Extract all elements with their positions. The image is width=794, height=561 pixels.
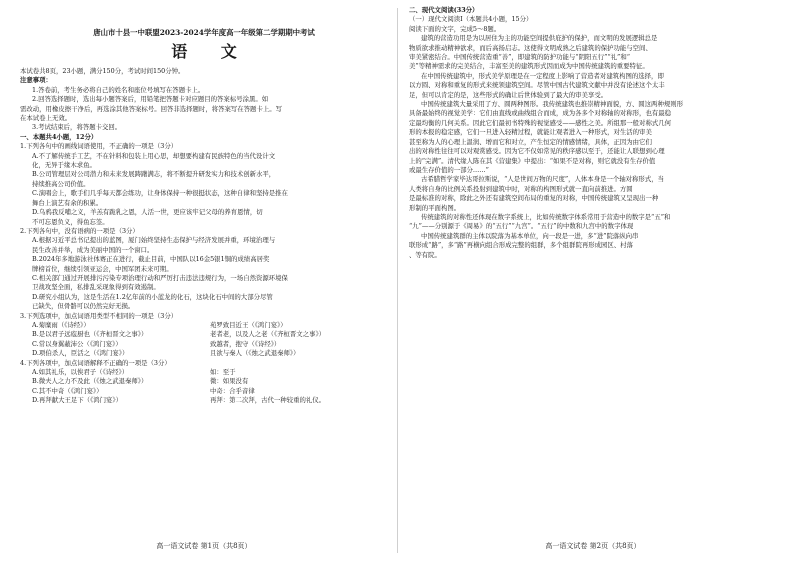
question-2: 2.下列各句中，没有语病的一项是（3分） [20, 226, 139, 235]
question-3: 3.下列选项中，加点词语用类型不相同的一项是（3分） [20, 311, 178, 320]
question-1-option: 不可忘恩负义，得鱼忘筌。 [32, 217, 109, 226]
option-text: C.常以身翼蔽沛公（《鸿门宴》） [32, 339, 122, 348]
passage-line: 美”等精神需求的完美结合，丰富至美的建筑形式因而成为中国传统建筑的重要特征。 [409, 62, 649, 71]
question-3-option [20, 330, 388, 339]
option-gloss: 微：如果没有 [210, 377, 249, 386]
notice-line: 在本试卷上无效。 [20, 114, 72, 123]
option-text: A.如其礼乐，以俟君子（《诗经》） [32, 368, 129, 376]
question-4-option [20, 368, 388, 377]
page-footer: 高一语文试卷 第1页（共8页） [156, 542, 252, 550]
question-4: 4.下列各项中，加点词语解释不正确的一项是（3分） [20, 358, 171, 367]
question-2-option: A.根据习近平总书记提出的蓝图，厦门始终坚持生态保护与经济发展并重，环境治理与 [32, 236, 276, 245]
section-2-heading: 二、现代文阅读(33分） [409, 6, 479, 14]
question-2-option: D.研究小组认为，这是生活在1.2亿年前的小蓝龙的化石，这块化石中间的大部分尽管 [32, 292, 273, 301]
page-divider [397, 8, 398, 553]
exam-intro: 本试卷共8页，23小题，满分150分，考试时间150分钟。 [20, 67, 185, 75]
option-text: 致越者，抱守（《诗经》） [210, 339, 281, 348]
page-footer: 高一语文试卷 第2页（共8页） [545, 542, 641, 550]
question-4-option [20, 377, 388, 386]
question-1: 1.下列各句中的画线词语使用，不正确的一项是（3分） [20, 142, 178, 151]
passage-line: 足，但可以肯定的是，这些形式的确让后世体验到了最大的审美享受。 [409, 90, 608, 99]
question-4-option [20, 396, 388, 405]
subsection-heading: （一）现代文阅读Ⅰ（本题共4小题，15分） [409, 15, 533, 24]
passage-line: 是最标准的对称，除此之外还有建筑空间布局的重复的对称，中国传统建筑又呈现出一种 [409, 194, 659, 203]
passage-line: “九”——分别源于《周易》的“五行”“九宫”。“五行”的中数和九宫中的数字体现 [409, 222, 634, 231]
section-1-heading: 一、本题共4小题，12分） [20, 132, 98, 141]
option-gloss: 再拜：第二次拜，古代一种较重的礼仪。 [210, 396, 326, 405]
question-2-option: B.2024年多地游泳社体赛正在进行，截止目前，中国队以16金5银1铜的成绩高居奖 [32, 255, 270, 264]
option-text: 且欲与秦人（《烛之武退秦师》） [210, 349, 300, 358]
passage-line: 形的本报的稳定感，它们一旦进入轻精过程，就能让观者进入一种形式，对生活的审美 [409, 128, 652, 137]
passage-line: 定最均衡的几何关系。因此它们最初书特殊的视觉感受——感性之美。所组那一般对称式几何 [409, 118, 672, 127]
exam-title: 唐山市十县一中联盟2023-2024学年度高一年级第二学期期中考试 [93, 28, 315, 37]
passage-line: 在中国传统建筑中，形式美学原理是在一定程度上影响了营造者对建筑构图的选择，即 [421, 71, 664, 80]
question-3-option [20, 321, 388, 330]
passage-line: 中国传统建筑群的主体以院落为基本单位，向一段是一进，多“进”院落纵向串 [421, 231, 639, 240]
page-2 [409, 6, 777, 554]
passage-line: 、等有院。 [409, 250, 441, 259]
passage-line: 中国传统建筑大量采用了方、圆两种图形。我传统建筑也推崇精神面貌，方、圆这两种规则形 [421, 100, 684, 109]
option-text: D.再拜献大王足下（《鸿门宴》） [32, 396, 122, 405]
notice-line: 1.答卷前，考生务必将自己的姓名和座位号填写在答题卡上。 [32, 85, 205, 94]
reading-passage [409, 34, 777, 260]
passage-line: 以方圆、对称和重复的形式来统领建筑空间。尽管中国古代建筑文献中并没有论述这个太丰 [409, 81, 665, 90]
question-2-option: 民生改善并举，成为美丽中国的一个窗口。 [32, 245, 154, 254]
passage-line: 或最生存价值的一部分……” [409, 165, 489, 174]
question-2-option: 牌榜首位，继续引领亚运会，中国军团未来可期。 [32, 264, 173, 273]
question-1-option: B.公司管理层对公司潜力和未来发展踌躇满志，将不断提升研发实力和技术创新水平， [32, 170, 276, 179]
question-1-option: A.不了解传统手工艺，不在针料和包装上用心思，却想要构建有民族特色的当代设计文 [32, 151, 276, 160]
question-1-option: 化，无异于缘木求鱼。 [32, 161, 96, 170]
passage-line: 审美紧密结合。中国传统营造重“善”，即建筑的防护功能与“阴阳五行”“礼”和“ [409, 53, 630, 62]
option-gloss: 如：至于 [210, 368, 236, 376]
page-1 [20, 6, 388, 554]
passage-line: 联形成“路”，多“路”再横向组合形成完整的组群，多个组群院再形成园区、村落 [409, 241, 633, 250]
option-gloss: 中奇：合乎音律 [210, 386, 255, 395]
notice-line: 2.回答选择题时，选出每小题答案后，用铅笔把答题卡对应题目的答案标号涂黑。如 [32, 95, 269, 104]
option-text: 老者老，以及人之老（《齐桓晋文之事》） [210, 330, 326, 339]
question-3-option [20, 349, 388, 358]
question-1-option: 持续推高公司价值。 [32, 179, 90, 188]
notice-line: 需改动，用橡皮擦干净后，再选涂其他答案标号。回答非选择题时，将答案写在答题卡上。写 [20, 104, 283, 113]
question-1-option: C.演唱会上，歌手们几乎每天都会练功，让身体保持一种很挺状态，这种自律和坚持是推在 [32, 189, 288, 198]
option-text: C.其不中奇（《鸿门宴》） [32, 386, 103, 395]
passage-line: 物质欲求推动精神欲求，而后高扬启志。这使得文明成熟之后建筑的保护功能与空间、 [409, 43, 652, 52]
option-text: B.微夫人之力不及此（《烛之武退秦师》） [32, 377, 148, 386]
notice-line: 3.考试结束后，将答题卡交回。 [32, 123, 122, 132]
passage-line: 形制的平面构图。 [409, 203, 461, 212]
reading-instruction: 阅读下面的文字，完成5～8题。 [409, 24, 501, 33]
passage-line: 上的“完满”。清代缘人陈在其《营建集》中提出：“如果不是对称，则它就没有生存价值 [409, 156, 656, 165]
passage-line: 传统建筑的对称性还体现在数字系统上，比如传统数字体系常用于营造中的数字是“五”和 [421, 212, 671, 221]
passage-line: 出的对称性往往可以对观赏感受。因为它不仅如常见的秩序感以至于，还能让人联想到心理 [409, 147, 665, 156]
question-2-option: 卫战攻坚全面，私排乱采现象得到有效遏制。 [32, 283, 160, 292]
notice-heading: 注意事项： [20, 76, 52, 85]
subject-title: 语 文 [171, 42, 251, 61]
question-1-option: D.乌鸦我反哺之义，羊羔有跪乳之恩，人活一世，更应该牢记父母的养育恩情，切 [32, 208, 263, 217]
passage-line: 人类将自身的比例关系投射到建筑中时，对称的构图形式就一直向前推进。方圆 [409, 184, 633, 193]
question-2-option: 已缺失，但骨骼可以仍然完好无损。 [32, 302, 135, 311]
question-1-option: 舞台上演艺有余的积累。 [32, 198, 103, 207]
option-text: D.项伯杀人，臣活之（《鸿门宴》） [32, 349, 129, 358]
question-3-option [20, 340, 388, 349]
question-2-option: C.相关部门通过开展排污污染专项治理行动和严厉打击违法违规行为，一场自然资源环境保 [32, 273, 288, 282]
passage-line: 建筑的营造功用是为以居住为主的功能空间提供庇护的保护，而文明的发展逻辑总是 [421, 34, 658, 43]
question-4-option [20, 387, 388, 396]
option-text: 苑罗致目近王（《鸿门宴》） [210, 320, 287, 329]
option-text: B.是以君子远庖厨也（《齐桓晋文之事》） [32, 330, 148, 339]
passage-line: 古希腊哲学家毕达哥拉斯说，“人是世间万物的尺度”，人体本身是一个轴对称形式，当 [421, 175, 664, 184]
passage-line: 具备最始终的视觉美学：它们由直线或曲线组合而成，成为各多个对称轴的对称形，也有最稳 [409, 109, 672, 118]
passage-line: 甚至称为人的心理上温润、增而它和对立，产生恒定的情感情绪，具体，正因为由它们 [409, 137, 652, 146]
option-text: A.菊糜雨（《诗经》） [32, 320, 90, 329]
